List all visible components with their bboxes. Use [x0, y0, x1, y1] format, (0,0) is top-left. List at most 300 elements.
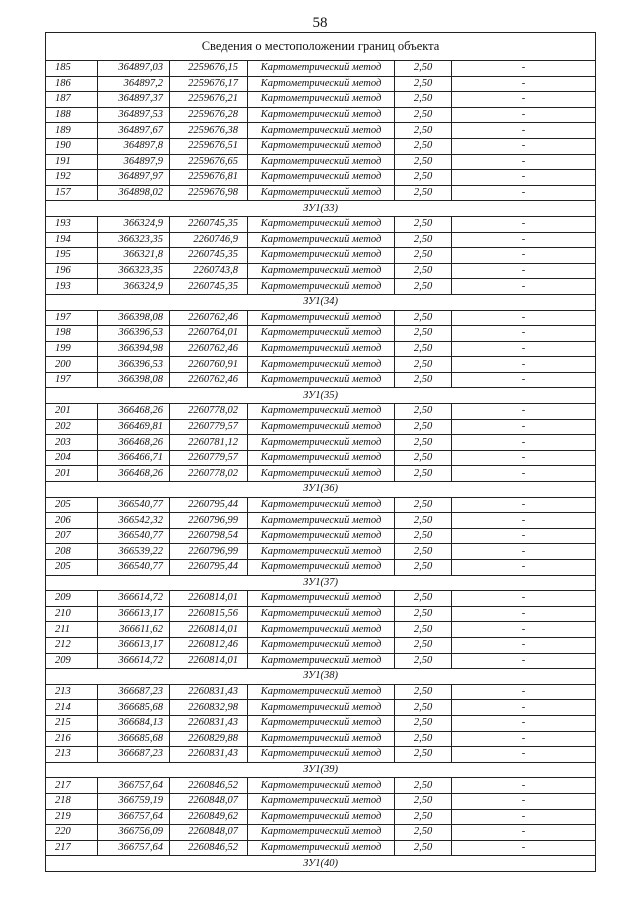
x-coordinate-cell: 366466,71 [98, 450, 170, 466]
x-coordinate-cell: 366323,35 [98, 263, 170, 279]
x-coordinate-cell: 366398,08 [98, 372, 170, 388]
point-number-cell: 194 [46, 232, 98, 248]
x-coordinate-cell: 364897,2 [98, 76, 170, 92]
table-row [46, 92, 596, 108]
description-cell: - [452, 450, 596, 466]
point-number-cell: 211 [46, 622, 98, 638]
description-cell: - [452, 622, 596, 638]
precision-cell: 2,50 [395, 279, 452, 295]
precision-cell: 2,50 [395, 653, 452, 669]
precision-cell: 2,50 [395, 450, 452, 466]
point-number-cell: 216 [46, 731, 98, 747]
description-cell: - [452, 637, 596, 653]
group-header-row [46, 762, 596, 778]
description-cell: - [452, 263, 596, 279]
method-cell: Картометрический метод [248, 513, 395, 529]
y-coordinate-cell: 2259676,38 [170, 123, 248, 139]
point-number-cell: 213 [46, 747, 98, 763]
table-row [46, 809, 596, 825]
method-cell: Картометрический метод [248, 825, 395, 841]
y-coordinate-cell: 2260746,9 [170, 232, 248, 248]
x-coordinate-cell: 366540,77 [98, 560, 170, 576]
precision-cell: 2,50 [395, 793, 452, 809]
point-number-cell: 209 [46, 653, 98, 669]
x-coordinate-cell: 366614,72 [98, 653, 170, 669]
point-number-cell: 191 [46, 154, 98, 170]
precision-cell: 2,50 [395, 185, 452, 201]
precision-cell: 2,50 [395, 170, 452, 186]
description-cell: - [452, 357, 596, 373]
table-row [46, 747, 596, 763]
y-coordinate-cell: 2260764,01 [170, 326, 248, 342]
y-coordinate-cell: 2260745,35 [170, 279, 248, 295]
point-number-cell: 217 [46, 778, 98, 794]
y-coordinate-cell: 2260762,46 [170, 341, 248, 357]
method-cell: Картометрический метод [248, 357, 395, 373]
point-number-cell: 213 [46, 684, 98, 700]
precision-cell: 2,50 [395, 544, 452, 560]
table-row [46, 263, 596, 279]
precision-cell: 2,50 [395, 700, 452, 716]
point-number-cell: 217 [46, 840, 98, 856]
method-cell: Картометрический метод [248, 497, 395, 513]
x-coordinate-cell: 364897,97 [98, 170, 170, 186]
description-cell: - [452, 560, 596, 576]
method-cell: Картометрический метод [248, 715, 395, 731]
y-coordinate-cell: 2260796,99 [170, 513, 248, 529]
point-number-cell: 202 [46, 419, 98, 435]
method-cell: Картометрический метод [248, 326, 395, 342]
method-cell: Картометрический метод [248, 731, 395, 747]
y-coordinate-cell: 2260745,35 [170, 216, 248, 232]
point-number-cell: 201 [46, 404, 98, 420]
method-cell: Картометрический метод [248, 154, 395, 170]
x-coordinate-cell: 366468,26 [98, 435, 170, 451]
method-cell: Картометрический метод [248, 684, 395, 700]
method-cell: Картометрический метод [248, 92, 395, 108]
point-number-cell: 215 [46, 715, 98, 731]
land-plot-label: ЗУ1(40) [46, 856, 596, 872]
table-row [46, 138, 596, 154]
point-number-cell: 185 [46, 61, 98, 77]
y-coordinate-cell: 2259676,81 [170, 170, 248, 186]
y-coordinate-cell: 2260745,35 [170, 248, 248, 264]
point-number-cell: 186 [46, 76, 98, 92]
description-cell: - [452, 731, 596, 747]
precision-cell: 2,50 [395, 731, 452, 747]
method-cell: Картометрический метод [248, 778, 395, 794]
point-number-cell: 193 [46, 216, 98, 232]
point-number-cell: 204 [46, 450, 98, 466]
y-coordinate-cell: 2260762,46 [170, 372, 248, 388]
method-cell: Картометрический метод [248, 653, 395, 669]
method-cell: Картометрический метод [248, 700, 395, 716]
precision-cell: 2,50 [395, 154, 452, 170]
point-number-cell: 208 [46, 544, 98, 560]
point-number-cell: 192 [46, 170, 98, 186]
group-header-row [46, 294, 596, 310]
precision-cell: 2,50 [395, 263, 452, 279]
point-number-cell: 195 [46, 248, 98, 264]
description-cell: - [452, 591, 596, 607]
x-coordinate-cell: 366756,09 [98, 825, 170, 841]
table-row [46, 232, 596, 248]
table-row [46, 778, 596, 794]
y-coordinate-cell: 2260848,07 [170, 825, 248, 841]
table-row [46, 341, 596, 357]
point-number-cell: 205 [46, 497, 98, 513]
y-coordinate-cell: 2260815,56 [170, 606, 248, 622]
x-coordinate-cell: 366685,68 [98, 700, 170, 716]
x-coordinate-cell: 366540,77 [98, 497, 170, 513]
table-row [46, 513, 596, 529]
y-coordinate-cell: 2259676,28 [170, 107, 248, 123]
y-coordinate-cell: 2260743,8 [170, 263, 248, 279]
precision-cell: 2,50 [395, 404, 452, 420]
table-row [46, 310, 596, 326]
x-coordinate-cell: 366540,77 [98, 528, 170, 544]
description-cell: - [452, 809, 596, 825]
description-cell: - [452, 544, 596, 560]
point-number-cell: 200 [46, 357, 98, 373]
x-coordinate-cell: 366757,64 [98, 809, 170, 825]
method-cell: Картометрический метод [248, 419, 395, 435]
precision-cell: 2,50 [395, 419, 452, 435]
method-cell: Картометрический метод [248, 450, 395, 466]
table-title-row [46, 33, 596, 61]
y-coordinate-cell: 2260846,52 [170, 840, 248, 856]
method-cell: Картометрический метод [248, 185, 395, 201]
y-coordinate-cell: 2260798,54 [170, 528, 248, 544]
y-coordinate-cell: 2259676,65 [170, 154, 248, 170]
land-plot-label: ЗУ1(37) [46, 575, 596, 591]
point-number-cell: 187 [46, 92, 98, 108]
table-row [46, 653, 596, 669]
description-cell: - [452, 170, 596, 186]
table-row [46, 404, 596, 420]
description-cell: - [452, 279, 596, 295]
method-cell: Картометрический метод [248, 637, 395, 653]
table-row [46, 700, 596, 716]
description-cell: - [452, 419, 596, 435]
y-coordinate-cell: 2260779,57 [170, 450, 248, 466]
table-row [46, 637, 596, 653]
table-row [46, 357, 596, 373]
point-number-cell: 190 [46, 138, 98, 154]
description-cell: - [452, 825, 596, 841]
y-coordinate-cell: 2260796,99 [170, 544, 248, 560]
method-cell: Картометрический метод [248, 216, 395, 232]
y-coordinate-cell: 2260832,98 [170, 700, 248, 716]
precision-cell: 2,50 [395, 840, 452, 856]
point-number-cell: 197 [46, 372, 98, 388]
y-coordinate-cell: 2260760,91 [170, 357, 248, 373]
table-row [46, 185, 596, 201]
description-cell: - [452, 684, 596, 700]
precision-cell: 2,50 [395, 435, 452, 451]
precision-cell: 2,50 [395, 513, 452, 529]
x-coordinate-cell: 366398,08 [98, 310, 170, 326]
precision-cell: 2,50 [395, 326, 452, 342]
y-coordinate-cell: 2260814,01 [170, 591, 248, 607]
x-coordinate-cell: 364897,53 [98, 107, 170, 123]
point-number-cell: 218 [46, 793, 98, 809]
method-cell: Картометрический метод [248, 341, 395, 357]
point-number-cell: 220 [46, 825, 98, 841]
description-cell: - [452, 61, 596, 77]
x-coordinate-cell: 366396,53 [98, 326, 170, 342]
precision-cell: 2,50 [395, 528, 452, 544]
method-cell: Картометрический метод [248, 232, 395, 248]
table-row [46, 170, 596, 186]
group-header-row [46, 201, 596, 217]
x-coordinate-cell: 366687,23 [98, 684, 170, 700]
table-row [46, 123, 596, 139]
description-cell: - [452, 404, 596, 420]
table-row [46, 622, 596, 638]
y-coordinate-cell: 2259676,51 [170, 138, 248, 154]
x-coordinate-cell: 366468,26 [98, 404, 170, 420]
y-coordinate-cell: 2259676,17 [170, 76, 248, 92]
precision-cell: 2,50 [395, 310, 452, 326]
precision-cell: 2,50 [395, 684, 452, 700]
table-row [46, 606, 596, 622]
precision-cell: 2,50 [395, 591, 452, 607]
description-cell: - [452, 653, 596, 669]
group-header-row [46, 669, 596, 685]
y-coordinate-cell: 2260778,02 [170, 466, 248, 482]
method-cell: Картометрический метод [248, 840, 395, 856]
x-coordinate-cell: 364897,9 [98, 154, 170, 170]
table-row [46, 560, 596, 576]
point-number-cell: 188 [46, 107, 98, 123]
table-row [46, 107, 596, 123]
x-coordinate-cell: 366685,68 [98, 731, 170, 747]
point-number-cell: 199 [46, 341, 98, 357]
description-cell: - [452, 248, 596, 264]
table-row [46, 435, 596, 451]
table-row [46, 450, 596, 466]
precision-cell: 2,50 [395, 248, 452, 264]
x-coordinate-cell: 364898,02 [98, 185, 170, 201]
method-cell: Картометрический метод [248, 809, 395, 825]
method-cell: Картометрический метод [248, 372, 395, 388]
land-plot-label: ЗУ1(33) [46, 201, 596, 217]
method-cell: Картометрический метод [248, 61, 395, 77]
group-header-row [46, 388, 596, 404]
description-cell: - [452, 154, 596, 170]
method-cell: Картометрический метод [248, 544, 395, 560]
description-cell: - [452, 513, 596, 529]
x-coordinate-cell: 366613,17 [98, 637, 170, 653]
x-coordinate-cell: 366759,19 [98, 793, 170, 809]
x-coordinate-cell: 366687,23 [98, 747, 170, 763]
point-number-cell: 201 [46, 466, 98, 482]
description-cell: - [452, 107, 596, 123]
method-cell: Картометрический метод [248, 404, 395, 420]
table-row [46, 76, 596, 92]
description-cell: - [452, 747, 596, 763]
y-coordinate-cell: 2260812,46 [170, 637, 248, 653]
y-coordinate-cell: 2259676,15 [170, 61, 248, 77]
table-row [46, 248, 596, 264]
x-coordinate-cell: 366394,98 [98, 341, 170, 357]
method-cell: Картометрический метод [248, 793, 395, 809]
method-cell: Картометрический метод [248, 263, 395, 279]
y-coordinate-cell: 2260846,52 [170, 778, 248, 794]
description-cell: - [452, 310, 596, 326]
group-header-row [46, 482, 596, 498]
table-row [46, 544, 596, 560]
x-coordinate-cell: 366468,26 [98, 466, 170, 482]
precision-cell: 2,50 [395, 216, 452, 232]
table-row [46, 466, 596, 482]
method-cell: Картометрический метод [248, 591, 395, 607]
precision-cell: 2,50 [395, 825, 452, 841]
table-body [46, 33, 596, 872]
precision-cell: 2,50 [395, 778, 452, 794]
description-cell: - [452, 326, 596, 342]
precision-cell: 2,50 [395, 232, 452, 248]
x-coordinate-cell: 366613,17 [98, 606, 170, 622]
method-cell: Картометрический метод [248, 466, 395, 482]
land-plot-label: ЗУ1(36) [46, 482, 596, 498]
precision-cell: 2,50 [395, 76, 452, 92]
y-coordinate-cell: 2260814,01 [170, 653, 248, 669]
x-coordinate-cell: 366324,9 [98, 216, 170, 232]
point-number-cell: 207 [46, 528, 98, 544]
point-number-cell: 210 [46, 606, 98, 622]
table-row [46, 419, 596, 435]
x-coordinate-cell: 366684,13 [98, 715, 170, 731]
precision-cell: 2,50 [395, 466, 452, 482]
boundary-coordinates-table [45, 32, 596, 872]
point-number-cell: 209 [46, 591, 98, 607]
precision-cell: 2,50 [395, 372, 452, 388]
x-coordinate-cell: 366539,22 [98, 544, 170, 560]
point-number-cell: 203 [46, 435, 98, 451]
table-row [46, 731, 596, 747]
table-row [46, 684, 596, 700]
method-cell: Картометрический метод [248, 435, 395, 451]
precision-cell: 2,50 [395, 715, 452, 731]
description-cell: - [452, 92, 596, 108]
page-number: 58 [312, 15, 328, 31]
point-number-cell: 206 [46, 513, 98, 529]
x-coordinate-cell: 364897,03 [98, 61, 170, 77]
table-row [46, 61, 596, 77]
precision-cell: 2,50 [395, 809, 452, 825]
precision-cell: 2,50 [395, 637, 452, 653]
point-number-cell: 214 [46, 700, 98, 716]
precision-cell: 2,50 [395, 606, 452, 622]
description-cell: - [452, 528, 596, 544]
point-number-cell: 157 [46, 185, 98, 201]
land-plot-label: ЗУ1(39) [46, 762, 596, 778]
table-row [46, 497, 596, 513]
description-cell: - [452, 341, 596, 357]
x-coordinate-cell: 366321,8 [98, 248, 170, 264]
point-number-cell: 219 [46, 809, 98, 825]
group-header-row [46, 856, 596, 872]
y-coordinate-cell: 2260831,43 [170, 715, 248, 731]
description-cell: - [452, 185, 596, 201]
table-row [46, 154, 596, 170]
method-cell: Картометрический метод [248, 310, 395, 326]
x-coordinate-cell: 366396,53 [98, 357, 170, 373]
y-coordinate-cell: 2260814,01 [170, 622, 248, 638]
description-cell: - [452, 715, 596, 731]
y-coordinate-cell: 2260795,44 [170, 560, 248, 576]
description-cell: - [452, 778, 596, 794]
table-row [46, 840, 596, 856]
point-number-cell: 212 [46, 637, 98, 653]
x-coordinate-cell: 364897,67 [98, 123, 170, 139]
precision-cell: 2,50 [395, 123, 452, 139]
description-cell: - [452, 435, 596, 451]
y-coordinate-cell: 2260795,44 [170, 497, 248, 513]
method-cell: Картометрический метод [248, 747, 395, 763]
precision-cell: 2,50 [395, 497, 452, 513]
precision-cell: 2,50 [395, 61, 452, 77]
description-cell: - [452, 466, 596, 482]
method-cell: Картометрический метод [248, 76, 395, 92]
y-coordinate-cell: 2260829,88 [170, 731, 248, 747]
point-number-cell: 189 [46, 123, 98, 139]
y-coordinate-cell: 2259676,21 [170, 92, 248, 108]
method-cell: Картометрический метод [248, 170, 395, 186]
land-plot-label: ЗУ1(38) [46, 669, 596, 685]
precision-cell: 2,50 [395, 92, 452, 108]
method-cell: Картометрический метод [248, 279, 395, 295]
point-number-cell: 196 [46, 263, 98, 279]
precision-cell: 2,50 [395, 357, 452, 373]
description-cell: - [452, 497, 596, 513]
x-coordinate-cell: 366614,72 [98, 591, 170, 607]
y-coordinate-cell: 2260778,02 [170, 404, 248, 420]
x-coordinate-cell: 364897,8 [98, 138, 170, 154]
method-cell: Картометрический метод [248, 138, 395, 154]
method-cell: Картометрический метод [248, 107, 395, 123]
land-plot-label: ЗУ1(34) [46, 294, 596, 310]
x-coordinate-cell: 366323,35 [98, 232, 170, 248]
land-plot-label: ЗУ1(35) [46, 388, 596, 404]
table-row [46, 591, 596, 607]
description-cell: - [452, 372, 596, 388]
table-row [46, 326, 596, 342]
x-coordinate-cell: 366469,81 [98, 419, 170, 435]
point-number-cell: 197 [46, 310, 98, 326]
precision-cell: 2,50 [395, 107, 452, 123]
y-coordinate-cell: 2260762,46 [170, 310, 248, 326]
y-coordinate-cell: 2260831,43 [170, 684, 248, 700]
description-cell: - [452, 840, 596, 856]
table-row [46, 793, 596, 809]
y-coordinate-cell: 2260781,12 [170, 435, 248, 451]
precision-cell: 2,50 [395, 747, 452, 763]
method-cell: Картометрический метод [248, 528, 395, 544]
description-cell: - [452, 700, 596, 716]
x-coordinate-cell: 364897,37 [98, 92, 170, 108]
y-coordinate-cell: 2260831,43 [170, 747, 248, 763]
method-cell: Картометрический метод [248, 560, 395, 576]
description-cell: - [452, 216, 596, 232]
x-coordinate-cell: 366542,32 [98, 513, 170, 529]
description-cell: - [452, 232, 596, 248]
table-row [46, 279, 596, 295]
point-number-cell: 193 [46, 279, 98, 295]
point-number-cell: 205 [46, 560, 98, 576]
